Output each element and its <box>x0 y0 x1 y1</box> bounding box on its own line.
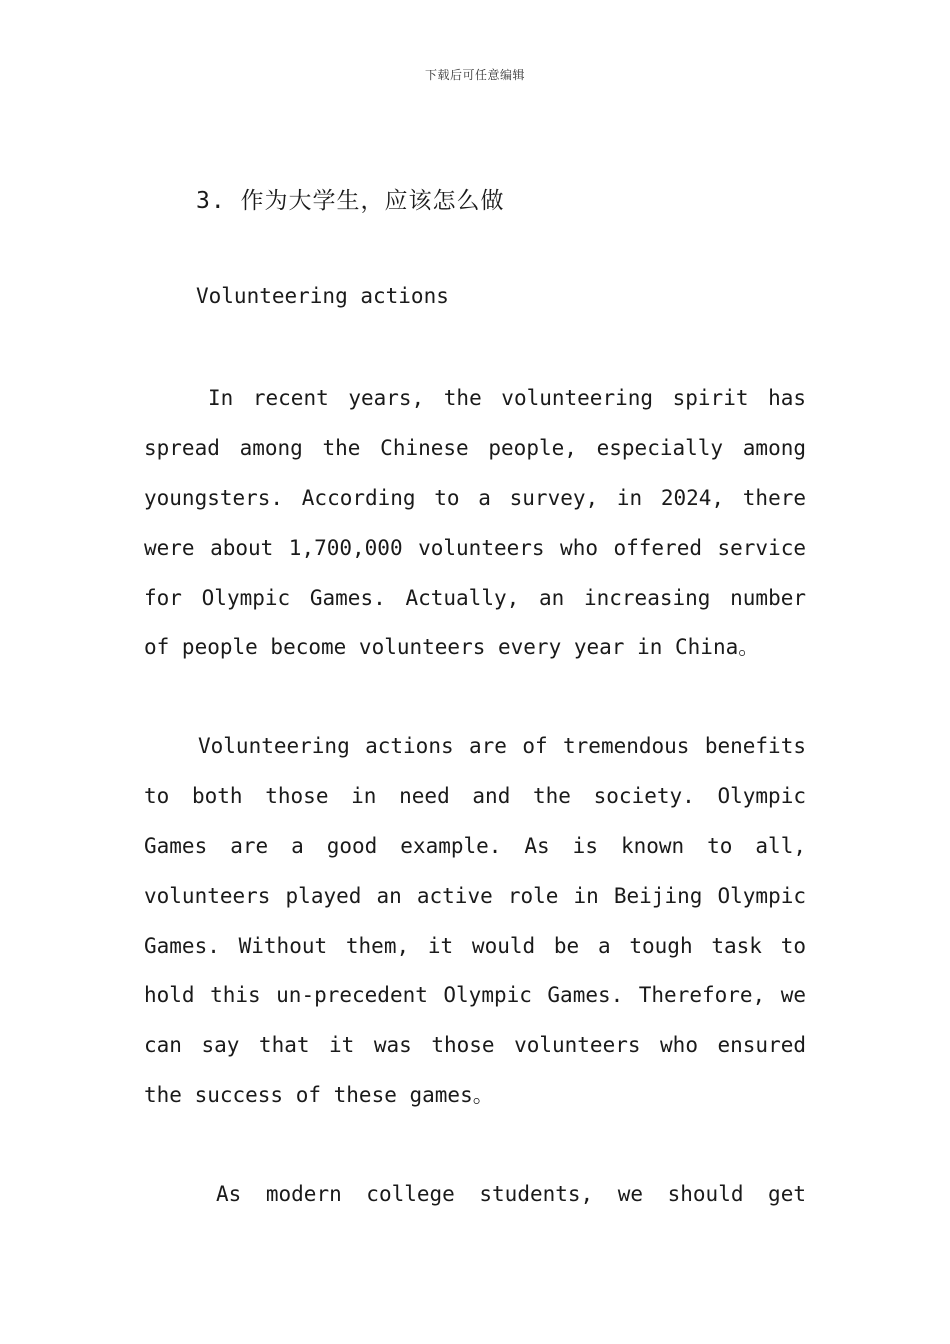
paragraph-line: for Olympic Games. Actually, an increasing number <box>144 585 806 610</box>
paragraph-3 <box>144 1170 806 1220</box>
paragraph-line: of people become volunteers every year in China。 <box>144 635 760 660</box>
paragraph-line: As modern college students, we should get <box>216 1182 806 1206</box>
paragraph-line: Games. Without them, it would be a tough task to <box>144 933 806 958</box>
section-heading: 3. 作为大学生，应该怎么做 <box>196 188 505 214</box>
paragraph-line: youngsters. According to a survey, in 2024, there <box>144 485 806 510</box>
paragraph-line: Games are a good example. As is known to all, <box>144 833 806 858</box>
paragraph-line: to both those in need and the society. Olympic <box>144 783 806 808</box>
paragraph-line: the success of these games。 <box>144 1083 494 1108</box>
paragraph-2 <box>144 722 806 1121</box>
paragraph-line: can say that it was those volunteers who ensured <box>144 1033 806 1058</box>
essay-title: Volunteering actions <box>196 284 449 308</box>
paragraph-line: spread among the Chinese people, especially among <box>144 435 806 460</box>
paragraph-1 <box>144 374 806 673</box>
paragraph-line: Volunteering actions are of tremendous benefits <box>198 734 806 758</box>
paragraph-line: hold this un-precedent Olympic Games. Therefore, we <box>144 983 806 1008</box>
page-header-note: 下载后可任意编辑 <box>424 68 525 82</box>
paragraph-line: were about 1,700,000 volunteers who offered service <box>144 535 806 560</box>
paragraph-line: In recent years, the volunteering spirit has <box>208 386 806 410</box>
paragraph-line: volunteers played an active role in Beijing Olympic <box>144 883 806 908</box>
